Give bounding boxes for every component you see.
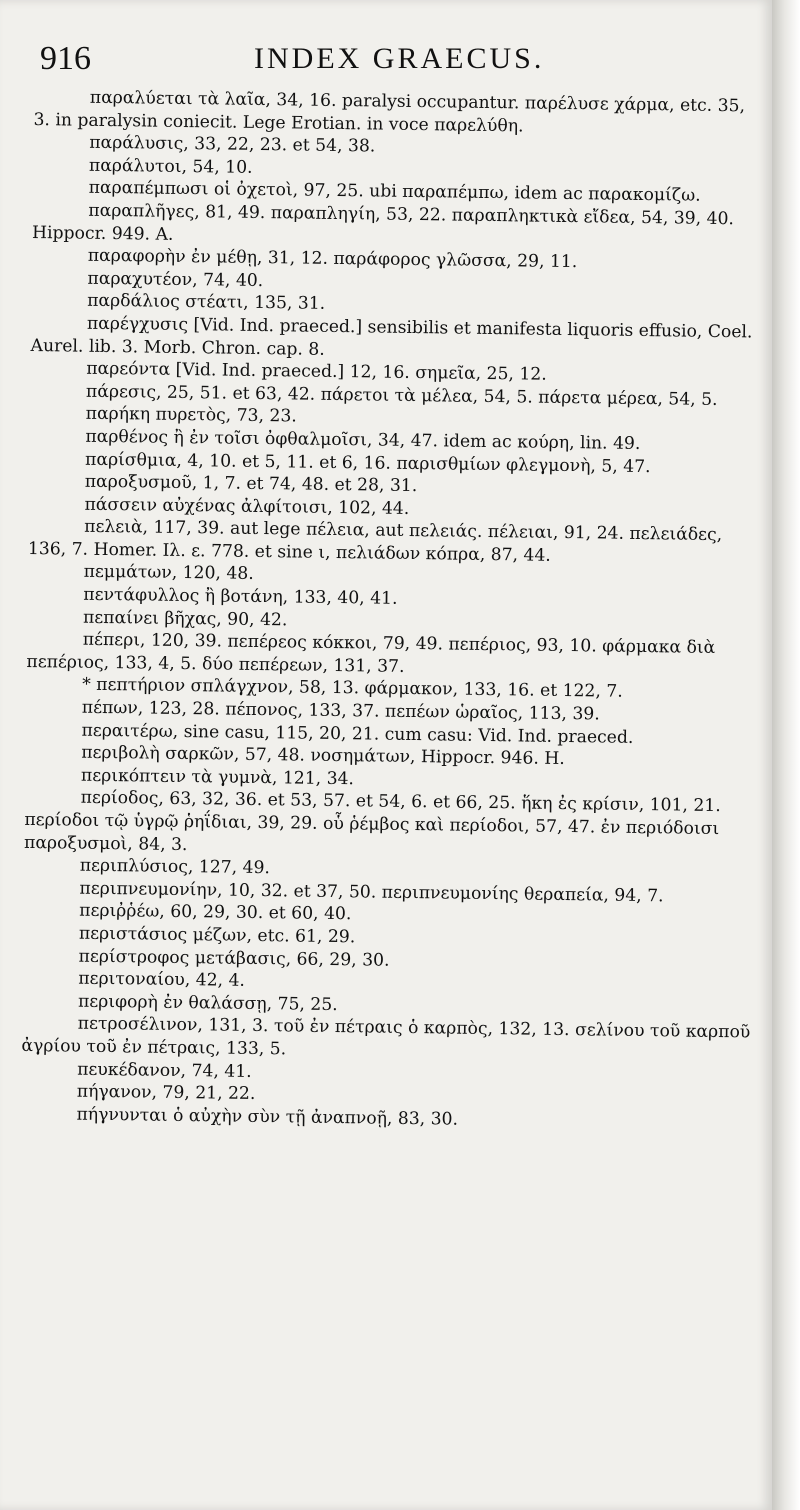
page-header	[40, 36, 740, 86]
index-entry: πάσσειν αὐχένας ἀλφίτοισι, 102, 44.	[84, 494, 410, 519]
index-entry: περιστάσιος μέζων, etc. 61, 29.	[78, 923, 356, 948]
index-entry: παραλύεται τὰ λαῖα, 34, 16. paralysi occupantur. παρέλυσε χάρμα, etc. 35, 3. in paralysin coniecit. Lege Erotian. in voce παρελύθη.	[33, 87, 746, 137]
index-entry: πελειὰ, 117, 39. aut lege πέλεια, aut πελειάς. πέλειαι, 91, 24. πελειάδες, 136, 7. Homer. Ιλ. ε. 778. et sine ι, πελιάδων κόπρα, 87, 44.	[27, 516, 723, 566]
index-entry: παραπέμπωσι οἱ ὀχετοὶ, 97, 25. ubi παραπέμπω, idem ac παρακομίζω.	[88, 178, 701, 207]
page-number: 916	[40, 40, 91, 77]
index-entry: παροξυσμοῦ, 1, 7. et 74, 48. et 28, 31.	[84, 471, 418, 497]
index-entry: * πεπτήριον σπλάγχνον, 58, 13. φάρμακον, 133, 16. et 122, 7.	[82, 675, 623, 703]
index-entries	[20, 86, 764, 1135]
page-edge	[772, 0, 800, 1510]
index-entry: παραπλῆγες, 81, 49. παραπληγίη, 53, 22. παραπληκτικὰ εἴδεα, 54, 39, 40. Hippocr. 949. A.	[31, 200, 735, 245]
index-entry: παρέγχυσις [Vid. Ind. praeced.] sensibilis et manifesta liquoris effusio, Coel. Aurel. lib. 3. Morb. Chron. cap. 8.	[30, 313, 753, 360]
index-entry: παρθένος ἢ ἐν τοῖσι ὀφθαλμοῖσι, 34, 47. idem ac κούρη, lin. 49.	[85, 426, 641, 454]
index-entry: πευκέδανον, 74, 41.	[77, 1059, 252, 1082]
index-entry: πάρεσις, 25, 51. et 63, 42. πάρετοι τὰ μέλεα, 54, 5. πάρετα μέρεα, 54, 5.	[85, 381, 718, 410]
index-entry: παραφορὴν ἐν μέθῃ, 31, 12. παράφορος γλῶσσα, 29, 11.	[87, 245, 578, 273]
index-entry: περίστροφος μετάβασις, 66, 29, 30.	[78, 946, 390, 971]
index-entry: περικόπτειν τὰ γυμνὰ, 121, 34.	[80, 765, 355, 790]
index-entry: περιῤῥέω, 60, 29, 30. et 60, 40.	[79, 901, 352, 925]
index-entry: παρεόντα [Vid. Ind. praeced.] 12, 16. σημεῖα, 25, 12.	[86, 358, 547, 385]
index-entry: παρήκη πυρετὸς, 73, 23.	[85, 404, 297, 427]
index-entry: περιβολὴ σαρκῶν, 57, 48. νοσημάτων, Hippocr. 946. H.	[81, 742, 565, 770]
index-entry: πέπων, 123, 28. πέπονος, 133, 37. πεπέων ὡραῖος, 113, 39.	[81, 697, 600, 725]
index-entry: πεπαίνει βῆχας, 90, 42.	[82, 607, 288, 631]
index-entry: περιφορὴ ἐν θαλάσσῃ, 75, 25.	[77, 991, 338, 1015]
index-entry: περιπνευμονίην, 10, 32. et 37, 50. περιπνευμονίης θεραπεία, 94, 7.	[79, 878, 664, 907]
index-entry: περιτοναίου, 42, 4.	[78, 968, 246, 991]
index-entry: περαιτέρω, sine casu, 115, 20, 21. cum casu: Vid. Ind. praeced.	[81, 720, 634, 748]
index-entry: πεμμάτων, 120, 48.	[83, 562, 254, 585]
index-entry: περιπλύσιος, 127, 49.	[79, 855, 271, 879]
index-entry: παρδάλιος στέατι, 135, 31.	[87, 291, 326, 315]
running-title: INDEX GRAECUS.	[254, 42, 545, 75]
index-entry: παράλυσις, 33, 22, 23. et 54, 38.	[89, 132, 376, 157]
index-entry: πεντάφυλλος ἢ βοτάνη, 133, 40, 41.	[83, 584, 398, 609]
index-entry: παραχυτέον, 74, 40.	[87, 268, 264, 291]
index-entry: περίοδος, 63, 32, 36. et 53, 57. et 54, 6. et 66, 25. ἥκη ἐς κρίσιν, 101, 21. περίοδοι τῷ ὑγρῷ ῥηΐδιαι, 39, 29. οὗ ῥέμβος καὶ περίοδοι, 57, 47. ἐν περιόδοισι παροξυσμοὶ, 84, 3.	[23, 788, 721, 855]
index-entry: πήγνυνται ὁ αὐχὴν σὺν τῇ ἀναπνοῇ, 83, 30.	[76, 1104, 459, 1130]
index-entry: πήγανον, 79, 21, 22.	[76, 1081, 256, 1105]
index-entry: παρίσθμια, 4, 10. et 5, 11. et 6, 16. παρισθμίων φλεγμονὴ, 5, 47.	[84, 449, 651, 477]
index-entry: πέπερι, 120, 39. πεπέρεος κόκκοι, 79, 49. πεπέριος, 93, 10. φάρμακα διὰ πεπέριος, 133, 4, 5. δύο πεπέρεων, 131, 37.	[26, 629, 716, 677]
index-entry: παράλυτοι, 54, 10.	[88, 155, 253, 178]
index-entry: πετροσέλινον, 131, 3. τοῦ ἐν πέτραις ὁ καρπὸς, 132, 13. σελίνου τοῦ καρποῦ ἀγρίου τοῦ ἐν πέτραις, 133, 5.	[21, 1013, 751, 1060]
